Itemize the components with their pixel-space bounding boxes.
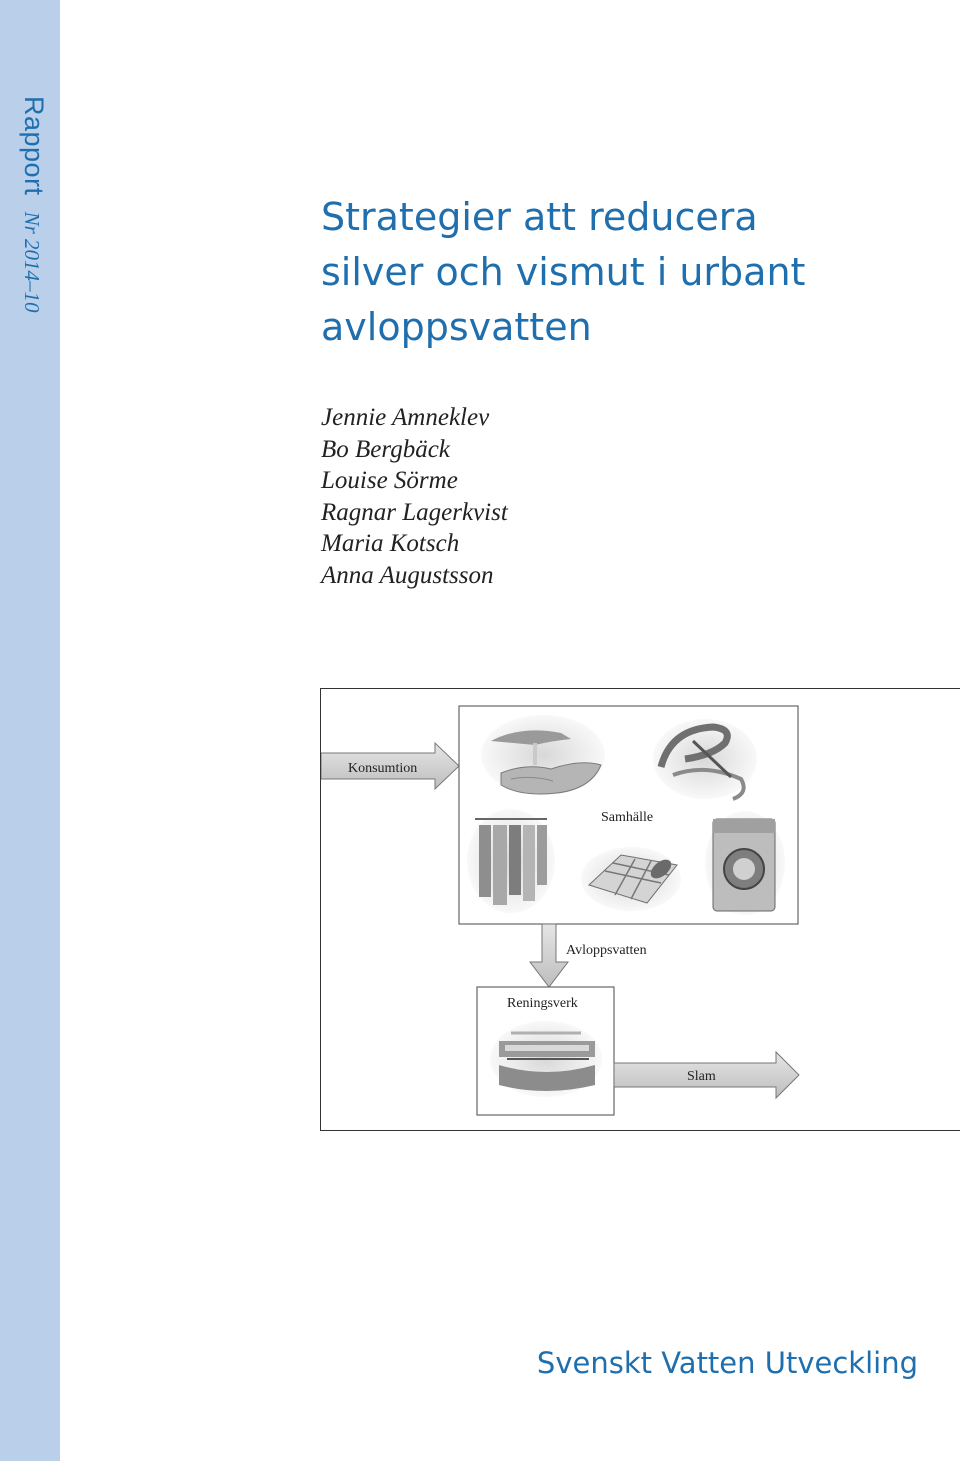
washing-machine-photo (705, 811, 785, 915)
flow-diagram-svg (321, 689, 960, 1132)
treatment-plant-photo (490, 1021, 602, 1097)
consumption-arrow (321, 743, 459, 789)
title-line: silver och vismut i urbant (321, 250, 806, 294)
consumption-label: Konsumtion (348, 761, 418, 776)
hands-photo (481, 715, 605, 795)
wastewater-arrow (530, 924, 647, 987)
wastewater-label: Avloppsvatten (566, 943, 647, 958)
treatment-label: Reningsverk (507, 996, 578, 1011)
spine-label (5, 96, 55, 416)
author: Jennie Amneklev (321, 404, 490, 431)
series-label: Rapport (19, 96, 49, 196)
flow-diagram (320, 688, 960, 1131)
author: Maria Kotsch (321, 530, 460, 557)
author: Ragnar Lagerkvist (321, 498, 508, 526)
publisher-name: Svenskt Vatten Utveckling (536, 1346, 918, 1380)
cutlery-photo (653, 719, 757, 799)
report-number: Nr 2014–10 (20, 211, 44, 313)
author: Anna Augustsson (321, 561, 494, 589)
title-line: avloppsvatten (321, 305, 592, 349)
society-label: Samhälle (601, 810, 654, 825)
author: Bo Bergbäck (321, 435, 450, 463)
sludge-arrow (614, 1052, 799, 1098)
clothes-photo (467, 809, 555, 913)
report-title (321, 190, 941, 355)
title-line: Strategier att reducera (321, 195, 758, 239)
sludge-label: Slam (687, 1069, 716, 1084)
grill-photo (581, 847, 681, 911)
treatment-box (477, 987, 614, 1115)
author-list (321, 402, 508, 591)
society-box (459, 706, 798, 924)
author: Louise Sörme (321, 467, 458, 494)
